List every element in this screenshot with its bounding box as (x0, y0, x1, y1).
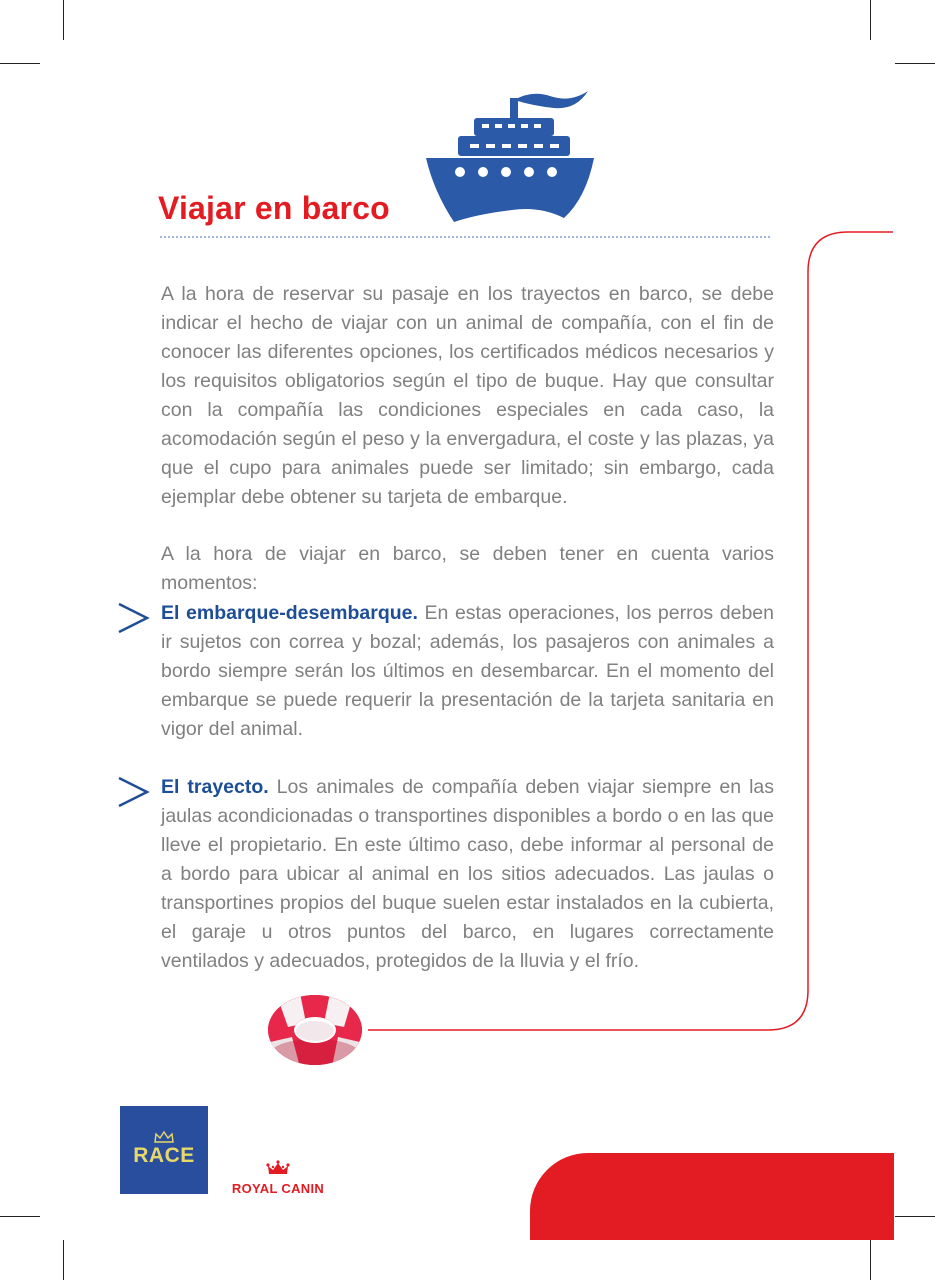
crop-mark (870, 1240, 871, 1280)
crop-mark (63, 0, 64, 40)
list-item (161, 773, 774, 976)
crop-mark (895, 63, 935, 64)
page-title: Viajar en barco (158, 190, 390, 226)
crown-icon (153, 1130, 175, 1144)
moments-paragraph: A la hora de viajar en barco, se deben tener en cuenta varios momentos: (161, 543, 774, 594)
crop-mark (0, 1216, 40, 1217)
list-item (161, 599, 774, 744)
chevron-right-icon (117, 602, 151, 634)
crop-mark (895, 1216, 935, 1217)
decorative-red-tab (530, 1153, 894, 1240)
royal-canin-logo (228, 1160, 328, 1196)
chevron-right-icon (117, 776, 151, 808)
ship-icon (420, 88, 600, 228)
royal-canin-logo-text: ROYAL CANIN (231, 1181, 325, 1196)
list-item-lead: El embarque-desembarque. (161, 602, 418, 624)
list-item-text: Los animales de compañía deben viajar siempre en las jaulas acondicionadas o transportines disponibles a bordo o en las que lleve el propietario. En este último caso, debe informar al personal de a bordo para ubicar al animal en los sitios adecuados. Las jaulas o transportines propios del buque suelen estar instalados en la cubierta, el garaje u otros puntos del barco, en lugares correctamente ventilados y adecuados, protegidos de la lluvia y el frío. (161, 776, 774, 972)
intro-paragraph: A la hora de reservar su pasaje en los trayectos en barco, se debe indicar el hecho de viajar con un animal de compañía, con el fin de conocer las diferentes opciones, los certificados médicos necesarios y los requisitos obligatorios según el tipo de buque. Hay que consultar con la compañía las condiciones especiales en cada caso, la acomodación según el peso y la envergadura, el coste y las plazas, ya que el cupo para animales puede ser limitado; sin embargo, cada ejemplar debe obtener su tarjeta de embarque. (161, 283, 774, 508)
crop-mark (870, 0, 871, 40)
list-item-text: En estas operaciones, los perros deben ir sujetos con correa y bozal; además, los pasajeros con animales a bordo siempre serán los últimos en desembarcar. En el momento del embarque se puede requerir la presentación de la tarjeta sanitaria en vigor del animal. (161, 602, 774, 740)
crown-icon (265, 1160, 291, 1176)
race-logo-text: RACE (133, 1144, 195, 1167)
race-logo (120, 1106, 208, 1194)
crop-mark (63, 1240, 64, 1280)
list-item-lead: El trayecto. (161, 776, 269, 798)
lifebuoy-icon (266, 993, 364, 1067)
title-divider (160, 236, 770, 238)
crop-mark (0, 63, 40, 64)
